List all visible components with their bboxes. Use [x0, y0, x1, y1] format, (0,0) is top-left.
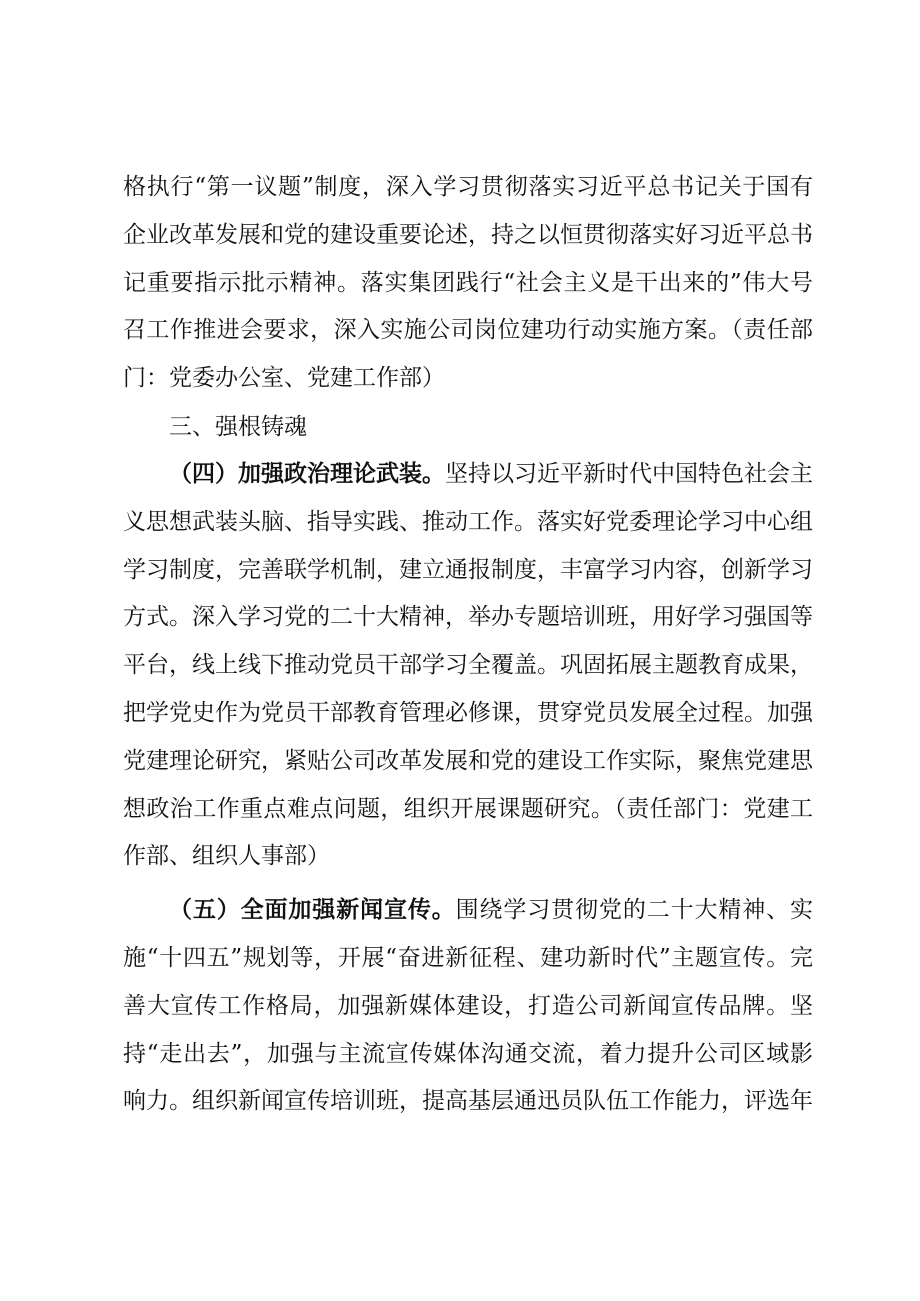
item-4-body: 坚持以习近平新时代中国特色社会主义思想武装头脑、指导实践、推动工作。落实好党委理论学习中心组学习制度，完善联学机制，建立通报制度，丰富学习内容，创新学习方式。深入学习党的二十大精神，举办专题培训班，用好学习强国等平台，线上线下推动党员干部学习全覆盖。巩固拓展主题教育成果，把学党史作为党员干部教育管理必修课，贯穿党员发展全过程。加强党建理论研究，紧贴公司改革发展和党的建设工作实际，聚焦党建思想政治工作重点难点问题，组织开展课题研究。（责任部门：党建工作部、组织人事部）: [123, 460, 813, 870]
section-heading: 三、强根铸魂: [169, 413, 307, 440]
paragraph-item-5: [123, 887, 813, 1126]
item-5-lead: （五）全面加强新闻宣传。: [169, 897, 456, 924]
item-4-lead: （四）加强政治理论武装。: [169, 460, 445, 487]
item-5-body: 围绕学习贯彻党的二十大精神、实施“十四五”规划等，开展“奋进新征程、建功新时代”主题宣传。完善大宣传工作格局，加强新媒体建设，打造公司新闻宣传品牌。坚持“走出去”，加强与主流宣传媒体沟通交流，着力提升公司区域影响力。组织新闻宣传培训班，提高基层通迅员队伍工作能力，评选年: [123, 897, 814, 1115]
paragraph-continued: 格执行“第一议题”制度，深入学习贯彻落实习近平总书记关于国有企业改革发展和党的建设重要论述，持之以恒贯彻落实好习近平总书记重要指示批示精神。落实集团践行“社会主义是干出来的”伟大号召工作推进会要求，深入实施公司岗位建功行动实施方案。（责任部门：党委办公室、党建工作部）: [123, 174, 813, 392]
paragraph-item-4: [123, 451, 813, 881]
document-page: [123, 164, 813, 1126]
